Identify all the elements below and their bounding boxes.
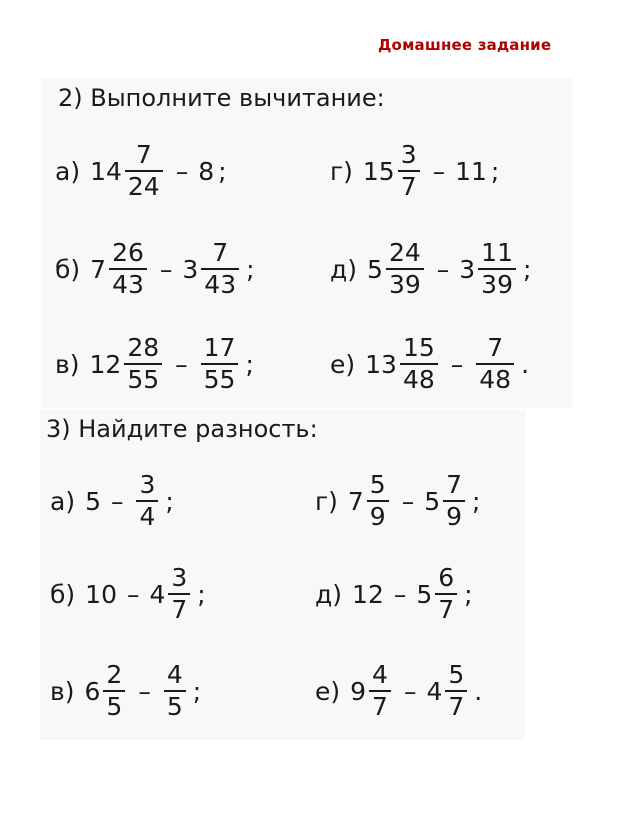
- punctuation: ;: [522, 254, 532, 284]
- denominator: 5: [164, 690, 186, 722]
- minus-sign: –: [175, 349, 188, 379]
- operand-b: [198, 157, 214, 186]
- whole-number: 5: [416, 579, 433, 609]
- whole-number: 5: [367, 254, 383, 284]
- exercise: [50, 563, 206, 625]
- minus-sign: –: [126, 579, 140, 609]
- fraction: [476, 333, 514, 395]
- operand-a: [90, 238, 150, 300]
- denominator: 5: [103, 690, 125, 722]
- operand-a: [348, 470, 392, 532]
- exercise-label: е): [315, 676, 341, 706]
- denominator: 7: [445, 690, 467, 722]
- whole-number: 12: [89, 349, 122, 379]
- exercise-label: б): [50, 579, 76, 609]
- operand-a: [350, 660, 394, 722]
- fraction: [124, 333, 162, 395]
- minus-sign: –: [403, 676, 417, 706]
- denominator: 48: [476, 363, 514, 395]
- punctuation: ;: [192, 676, 202, 706]
- whole-number: 6: [84, 676, 101, 706]
- numerator: 5: [448, 660, 465, 689]
- whole-number: 5: [424, 486, 441, 516]
- fraction: [445, 660, 467, 722]
- operand-b: [426, 660, 470, 722]
- operand-a: [352, 580, 384, 609]
- punctuation: .: [474, 676, 483, 706]
- exercise: [50, 660, 201, 722]
- denominator: 39: [478, 268, 516, 300]
- exercise-label: а): [55, 156, 81, 186]
- operand-b: [455, 157, 487, 186]
- exercise: [315, 470, 480, 532]
- whole-number: 12: [352, 579, 384, 609]
- minus-sign: –: [450, 349, 464, 379]
- fraction: [435, 563, 457, 625]
- whole-number: 8: [198, 156, 215, 186]
- whole-number: 4: [426, 676, 443, 706]
- denominator: 43: [201, 268, 239, 300]
- exercise-label: г): [330, 156, 353, 186]
- operand-b: [424, 470, 468, 532]
- minus-sign: –: [159, 254, 173, 284]
- denominator: 7: [369, 690, 391, 722]
- punctuation: ;: [464, 579, 473, 609]
- numerator: 4: [372, 660, 388, 689]
- exercise: [330, 333, 529, 395]
- punctuation: ;: [245, 349, 254, 379]
- homework-label: Домашнее задание: [378, 36, 552, 54]
- numerator: 24: [388, 238, 421, 267]
- operand-b: [149, 563, 193, 625]
- denominator: 39: [386, 268, 424, 300]
- numerator: 3: [171, 563, 188, 592]
- minus-sign: –: [401, 486, 415, 516]
- whole-number: 7: [90, 254, 107, 284]
- punctuation: ;: [490, 156, 500, 186]
- numerator: 17: [203, 333, 236, 362]
- denominator: 4: [136, 500, 158, 532]
- whole-number: 14: [90, 156, 122, 186]
- denominator: 48: [400, 363, 438, 395]
- fraction: [125, 140, 163, 202]
- operand-a: [363, 140, 423, 202]
- minus-sign: –: [393, 579, 407, 609]
- operand-a: [85, 580, 117, 609]
- numerator: 7: [487, 333, 504, 362]
- whole-number: 7: [347, 486, 364, 516]
- exercise: [315, 563, 473, 625]
- exercise-label: д): [330, 254, 358, 284]
- operand-b: [133, 470, 161, 532]
- minus-sign: –: [175, 156, 189, 186]
- numerator: 3: [139, 470, 156, 499]
- operand-b: [198, 333, 242, 395]
- exercise-label: д): [315, 579, 343, 609]
- numerator: 4: [166, 660, 183, 689]
- denominator: 24: [125, 170, 163, 202]
- exercise-label: е): [330, 349, 356, 379]
- operand-b: [182, 238, 242, 300]
- exercise-label: в): [50, 676, 75, 706]
- fraction: [398, 140, 420, 202]
- whole-number: 5: [85, 486, 101, 516]
- operand-a: [365, 333, 441, 395]
- fraction: [478, 238, 516, 300]
- whole-number: 4: [149, 579, 166, 609]
- fraction: [164, 660, 186, 722]
- exercise: [55, 333, 254, 395]
- whole-number: 9: [350, 676, 367, 706]
- numerator: 7: [446, 470, 463, 499]
- punctuation: ;: [197, 579, 206, 609]
- numerator: 3: [400, 140, 417, 169]
- numerator: 7: [135, 140, 152, 169]
- numerator: 2: [106, 660, 123, 689]
- task2-title: 2) Выполните вычитание:: [58, 84, 385, 112]
- numerator: 15: [402, 333, 435, 362]
- whole-number: 3: [182, 254, 199, 284]
- whole-number: 11: [455, 156, 487, 186]
- minus-sign: –: [138, 676, 151, 706]
- task3-title: 3) Найдите разность:: [46, 415, 318, 443]
- exercise-label: а): [50, 486, 76, 516]
- denominator: 55: [201, 363, 239, 395]
- operand-b: [161, 660, 189, 722]
- fraction: [367, 470, 389, 532]
- numerator: 5: [369, 470, 386, 499]
- operand-a: [90, 333, 166, 395]
- punctuation: ;: [472, 486, 481, 516]
- whole-number: 15: [362, 156, 395, 186]
- fraction: [136, 470, 158, 532]
- minus-sign: –: [436, 254, 450, 284]
- denominator: 7: [168, 593, 190, 625]
- exercise: [330, 238, 531, 300]
- denominator: 55: [124, 363, 162, 395]
- exercise: [315, 660, 482, 722]
- numerator: 6: [438, 563, 455, 592]
- minus-sign: –: [110, 486, 124, 516]
- operand-b: [416, 563, 460, 625]
- numerator: 11: [481, 238, 513, 267]
- punctuation: ;: [246, 254, 255, 284]
- denominator: 7: [435, 593, 457, 625]
- operand-b: [459, 238, 519, 300]
- operand-b: [473, 333, 517, 395]
- fraction: [109, 238, 147, 300]
- fraction: [443, 470, 465, 532]
- exercise: [50, 470, 174, 532]
- whole-number: 3: [459, 254, 476, 284]
- fraction: [103, 660, 125, 722]
- operand-a: [85, 487, 101, 516]
- exercise-label: в): [55, 349, 80, 379]
- fraction: [201, 238, 239, 300]
- operand-a: [367, 238, 427, 300]
- denominator: 7: [398, 170, 420, 202]
- punctuation: ;: [165, 486, 174, 516]
- fraction: [168, 563, 190, 625]
- punctuation: .: [521, 349, 530, 379]
- fraction: [386, 238, 424, 300]
- exercise-label: г): [315, 486, 338, 516]
- exercise: [330, 140, 499, 202]
- punctuation: ;: [218, 156, 227, 186]
- denominator: 9: [443, 500, 465, 532]
- whole-number: 13: [365, 349, 397, 379]
- denominator: 43: [109, 268, 147, 300]
- operand-a: [85, 660, 129, 722]
- numerator: 26: [112, 238, 144, 267]
- exercise-label: б): [55, 254, 81, 284]
- fraction: [369, 660, 391, 722]
- fraction: [400, 333, 438, 395]
- exercise: [55, 140, 227, 202]
- whole-number: 10: [85, 579, 117, 609]
- minus-sign: –: [432, 156, 446, 186]
- operand-a: [90, 140, 166, 202]
- denominator: 9: [367, 500, 389, 532]
- numerator: 7: [212, 238, 229, 267]
- numerator: 28: [127, 333, 160, 362]
- fraction: [201, 333, 239, 395]
- exercise: [55, 238, 255, 300]
